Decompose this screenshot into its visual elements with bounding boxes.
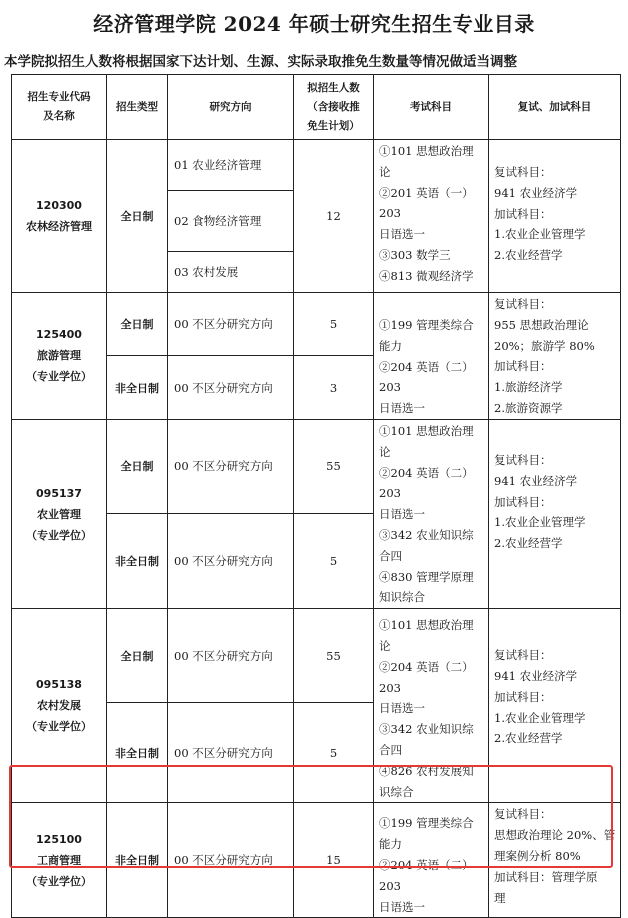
header-direction: 研究方向 [168,75,294,140]
type-cell: 非全日制 [107,356,168,420]
retest-cell: 复试科目： 941 农业经济学 加试科目： 1.农业企业管理学 2.农业经营学 [489,419,621,608]
quota-cell: 55 [294,609,374,703]
direction-cell: 01 农业经济管理 [168,140,294,191]
major-cell: 095137 农业管理 （专业学位） [12,419,107,608]
type-cell: 全日制 [107,140,168,293]
direction-cell: 02 食物经济管理 [168,191,294,252]
table-row [12,609,621,703]
retest-cell: 复试科目： 941 农业经济学 加试科目： 1.农业企业管理学 2.农业经营学 [489,140,621,293]
header-type: 招生类型 [107,75,168,140]
direction-cell: 00 不区分研究方向 [168,609,294,703]
header-exam: 考试科目 [374,75,489,140]
table-row [12,140,621,191]
major-cell: 120300 农林经济管理 [12,140,107,293]
type-cell: 全日制 [107,419,168,513]
quota-cell: 5 [294,293,374,356]
retest-cell: 复试科目： 955 思想政治理论 20%；旅游学 80% 加试科目： 1.旅游经济学 2.旅游资源学 [489,293,621,420]
type-cell: 非全日制 [107,803,168,918]
retest-cell: 复试科目： 941 农业经济学 加试科目： 1.农业企业管理学 2.农业经营学 [489,609,621,803]
quota-cell: 3 [294,356,374,420]
table-row [12,419,621,513]
exam-cell: ①101 思想政治理 论 ②204 英语（二）203 日语选一 ③342 农业知识综 合四 ④830 管理学原理 知识综合 [374,419,489,608]
direction-cell: 00 不区分研究方向 [168,356,294,420]
major-cell: 125100 工商管理 （专业学位） [12,803,107,918]
direction-cell: 00 不区分研究方向 [168,803,294,918]
direction-cell: 00 不区分研究方向 [168,293,294,356]
type-cell: 非全日制 [107,703,168,803]
direction-cell: 00 不区分研究方向 [168,514,294,609]
highlight-box [9,765,613,868]
page-title: 经济管理学院 2024 年硕士研究生招生专业目录 [93,12,535,36]
quota-cell: 12 [294,140,374,293]
exam-cell: ①199 管理类综合 能力 ②204 英语（二）203 日语选一 [374,803,489,918]
direction-cell: 00 不区分研究方向 [168,419,294,513]
type-cell: 非全日制 [107,514,168,609]
quota-cell: 15 [294,803,374,918]
retest-cell: 复试科目： 思想政治理论 20%、管 理案例分析 80% 加试科目：管理学原 理 [489,803,621,918]
major-cell: 095138 农村发展 （专业学位） [12,609,107,803]
table-row [12,293,621,356]
exam-cell: ①199 管理类综合 能力 ②204 英语（二）203 日语选一 [374,293,489,420]
page-subtitle: 本学院拟招生人数将根据国家下达计划、生源、实际录取推免生数量等情况做适当调整 [4,54,517,70]
quota-cell: 5 [294,514,374,609]
direction-cell: 00 不区分研究方向 [168,703,294,803]
type-cell: 全日制 [107,609,168,703]
header-retest: 复试、加试科目 [489,75,621,140]
header-major: 招生专业代码 及名称 [12,75,107,140]
direction-cell: 03 农村发展 [168,252,294,293]
quota-cell: 55 [294,419,374,513]
quota-cell: 5 [294,703,374,803]
major-cell: 125400 旅游管理 （专业学位） [12,293,107,420]
exam-cell: ①101 思想政治理 论 ②204 英语（二）203 日语选一 ③342 农业知识综 合四 ④826 农村发展知 识综合 [374,609,489,803]
header-quota: 拟招生人数 （含接收推 免生计划） [294,75,374,140]
exam-cell: ①101 思想政治理 论 ②201 英语（一）203 日语选一 ③303 数学三 ④813 微观经济学 [374,140,489,293]
table-header-row [12,75,621,140]
type-cell: 全日制 [107,293,168,356]
